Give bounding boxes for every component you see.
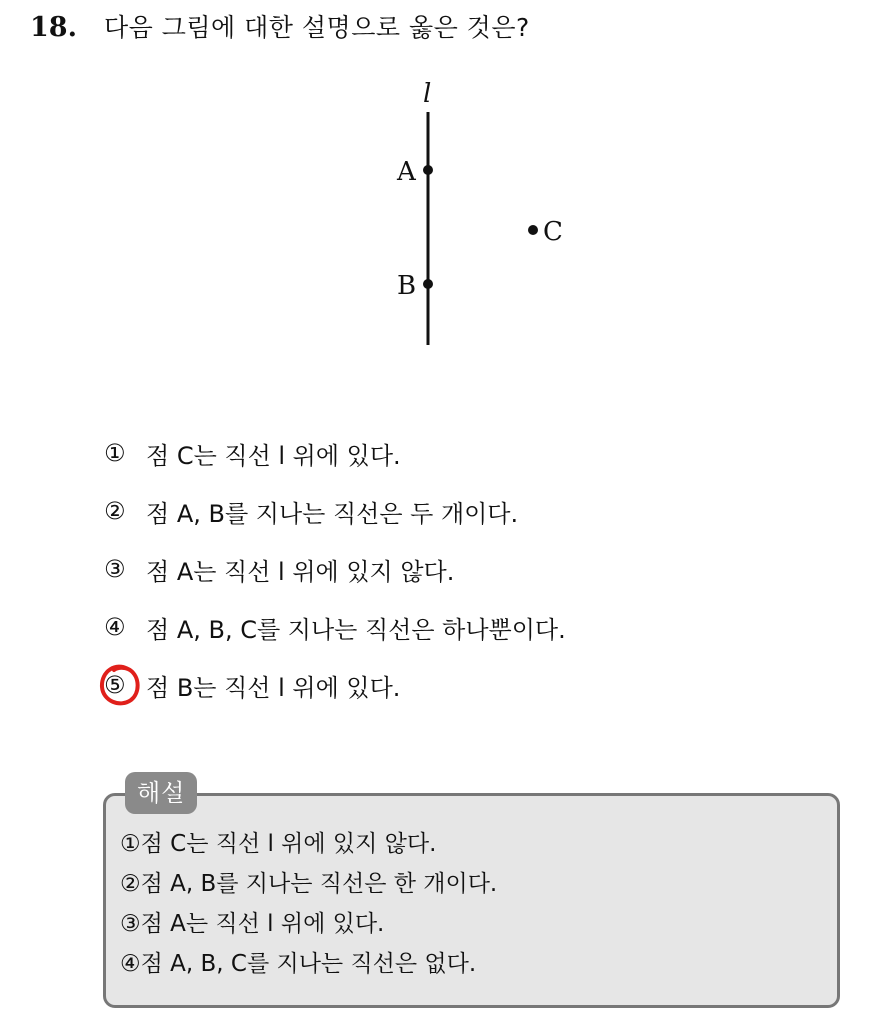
line-label: l: [423, 79, 432, 109]
choice-3[interactable]: [104, 540, 566, 598]
choice-number: ④: [104, 613, 126, 641]
explanation-line-2: ②점 A, B를 지나는 직선은 한 개이다.: [120, 871, 498, 897]
point-c-label: C: [543, 217, 563, 247]
choice-4[interactable]: [104, 598, 566, 656]
explanation-line-4: ④점 A, B, C를 지나는 직선은 없다.: [120, 951, 477, 977]
choice-number-glyph: ⑤: [104, 671, 126, 699]
explanation-tab: 해설: [125, 772, 197, 814]
point-b-label: B: [397, 271, 417, 301]
point-a-label: A: [397, 157, 416, 187]
point-b-dot: [423, 279, 433, 289]
explanation-line-1: ①점 C는 직선 l 위에 있지 않다.: [120, 831, 437, 857]
choice-text: 점 A, B, C를 지나는 직선은 하나뿐이다.: [146, 615, 566, 644]
choice-number: ①: [104, 439, 126, 467]
explanation-line-3: ③점 A는 직선 l 위에 있다.: [120, 911, 385, 937]
choice-text: 점 C는 직선 l 위에 있다.: [146, 441, 401, 470]
explanation-lines: [120, 824, 497, 984]
choice-text: 점 A, B를 지나는 직선은 두 개이다.: [146, 499, 519, 528]
geometry-figure: [380, 70, 610, 360]
choice-5[interactable]: [104, 656, 566, 714]
question-text: 다음 그림에 대한 설명으로 옳은 것은?: [104, 13, 530, 42]
choice-1[interactable]: [104, 424, 566, 482]
choice-number: [104, 671, 146, 699]
choice-number: ③: [104, 555, 126, 583]
question-number: 18.: [30, 12, 77, 43]
choice-number: ②: [104, 497, 126, 525]
choice-text: 점 B는 직선 l 위에 있다.: [146, 673, 401, 702]
choice-2[interactable]: [104, 482, 566, 540]
point-a-dot: [423, 165, 433, 175]
figure-svg: [380, 70, 610, 360]
choice-text: 점 A는 직선 l 위에 있지 않다.: [146, 557, 455, 586]
point-c-dot: [528, 225, 538, 235]
answer-choices: [104, 424, 566, 714]
